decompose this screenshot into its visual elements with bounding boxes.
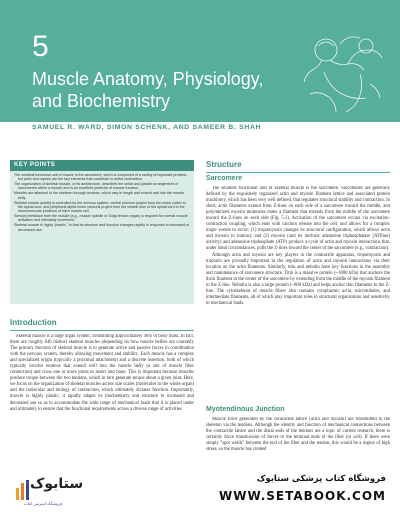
key-point-item: Sensory feedback from the muscle (e.g., muscle spindle or Golgi tendon organ) is required for normal muscle activation and ultimately movement. bbox=[14, 214, 188, 223]
myotendinous-body bbox=[206, 417, 390, 471]
chapter-title: Muscle Anatomy, Physiology, and Biochemistry bbox=[32, 69, 264, 111]
sarcomere-paragraph: The smallest functional unit of skeletal muscle is the sarcomere. Sarcomeres are generally defined by the exquisitely organized actin and myosin filament lattice and associated protein machinery, which has been very well defined, that regulates structural stability and contraction. In short, actin filaments extend from Z-lines on each side of a sarcomere toward the middle, and polymerized myosin molecules make a filament that extends from the middle of the sarcomere toward the Z-lines on each side (Fig. 5.1). Activation of the sarcomere occurs via excitation-contraction coupling, which ends with calcium release into the cell, and allows for a complex major events to occur: (1) tropomyosin changes its structural configuration, which allows actin and myosin to interact, and (2) myosin (and its intrinsic adenosine triphosphatase [ATPase] activity) and adenosine triphosphate (ATP) produce a cycle of actin and myosin interactions that, under ideal circumstances, pulls the Z-lines toward the center of the sarcomere (e.g., contraction). bbox=[206, 186, 390, 252]
key-point-item: Muscles are attached to the skeleton through tendons, which vary in length and extend well into the muscle belly. bbox=[14, 191, 185, 200]
key-points-box bbox=[10, 160, 194, 304]
key-point-item: Skeletal muscle is highly "plastic," in that its structure and function changes rapidly in response to increased or decreased use. bbox=[14, 223, 190, 232]
key-point-item: The smallest functional unit of muscle is the sarcomere, which is composed of a variety of important proteins, but actin and myosin are the key elements that contribute to active contraction. bbox=[14, 173, 188, 182]
introduction-body bbox=[10, 334, 194, 470]
key-point-item: The organization of skeletal muscle, or its architecture, describes the serial and parallel arrangement of sarcomeres within a muscle and is an excellent predictor of muscle function. bbox=[14, 182, 178, 191]
myotendinous-heading: Myotendinous Junction bbox=[206, 406, 285, 413]
structure-rule bbox=[206, 172, 390, 173]
key-point-item: Skeletal muscle activity is controlled by the nervous system; central neurons project from the motor cortex to the spinal cord, and peripheral alpha motor neurons project from the ventral horn of the spinal cord to the neuromuscular junctions of each muscle cell. bbox=[14, 200, 186, 214]
structure-heading: Structure bbox=[206, 160, 242, 169]
logo-text: ستابوک bbox=[30, 476, 84, 492]
key-points-list bbox=[10, 171, 194, 232]
introduction-rule bbox=[10, 330, 194, 331]
logo-bars-icon bbox=[16, 480, 30, 500]
setabook-logo bbox=[14, 474, 84, 512]
chapter-number: 5 bbox=[32, 30, 49, 63]
chapter-authors: SAMUEL R. WARD, SIMON SCHENK, AND SAMEER B. SHAH bbox=[32, 124, 262, 131]
sarcomere-paragraph: Although actin and myosin are key players in the contractile apparatus, tropomyosin and troponin are pivotally important in the regulation of actin and myosin interactions via their location on the actin filaments. Similarly, titin and nebulin have key functions in the assembly and maintenance of sarcomere structure. Titin is a massive protein (~3000 kDa) that anchors the thick filament in the center of the sarcomere by extending from the middle of the myosin filament to the Z-line. Nebulin is also a large protein (~800 kDa) and helps anchor thin filaments to the Z-line. The cytoskeleton of muscle fibers also contains cytoplasmic actin, microtubules, and intermediate filaments, all of which play important roles in structural organization and sensitivity to mechanical loads. bbox=[206, 252, 390, 306]
logo-subtitle: فروشگاه اینترنتی کتاب bbox=[24, 501, 63, 506]
introduction-paragraph: Skeletal muscle is a large organ system, constituting approximately 40% of body mass. In fact, there are roughly 640 distinct skeletal muscles (depending on how muscle bellies are counted). The primary function of skeletal muscle is to generate active and passive forces in coordination with the nervous system, thereby allowing movement and stability. Each muscle has a complex and specialized origin (typically a proximal attachment) and a discrete insertion, both of which typically involve tendons that extend well into the muscle belly (a site of muscle fiber connection) and cross one or more joints to insert into bone. This is important because muscles produce torque between the two tendons, which in turn generate torque about a given joint. Here, we focus on the organization of skeletal muscles across size scales (molecules to the whole organ) and the molecular and biology of contraction, which ultimately dictates function. Importantly, muscle is highly plastic; it rapidly adapts its biochemistry and structure to increased and decreased use so as to accommodate the wide range of mechanical loads that it is placed under and ultimately to ensure that the functional requirements across a diverse range of activities bbox=[10, 334, 194, 412]
store-url[interactable]: WWW.SETABOOK.COM bbox=[218, 489, 386, 503]
chapter-header bbox=[0, 0, 400, 122]
key-points-heading: KEY POINTS bbox=[10, 160, 194, 171]
sarcomere-heading: Sarcomere bbox=[206, 175, 243, 182]
myotendinous-paragraph: Muscle force generated by the contractile lattice (actin and myosin) are transmitted to the skeleton via the tendons. Although the identity and function of mechanical connections between the contractile lattice and the distal ends of the tendons are a topic of current research, there is certainly force transmission of forces to the terminal ends of the fiber (or cell). If there were simply "spot welds" between the end of the fiber and the tendon, this would be a region of high stress, so the muscle has created bbox=[206, 417, 390, 453]
footer-watermark bbox=[0, 472, 400, 512]
anatomy-sketch-illustration bbox=[300, 24, 390, 118]
sarcomere-body bbox=[206, 186, 390, 404]
store-name: فروشگاه کتاب پزشکی ستابوک bbox=[256, 474, 386, 484]
introduction-heading: Introduction bbox=[10, 318, 57, 327]
